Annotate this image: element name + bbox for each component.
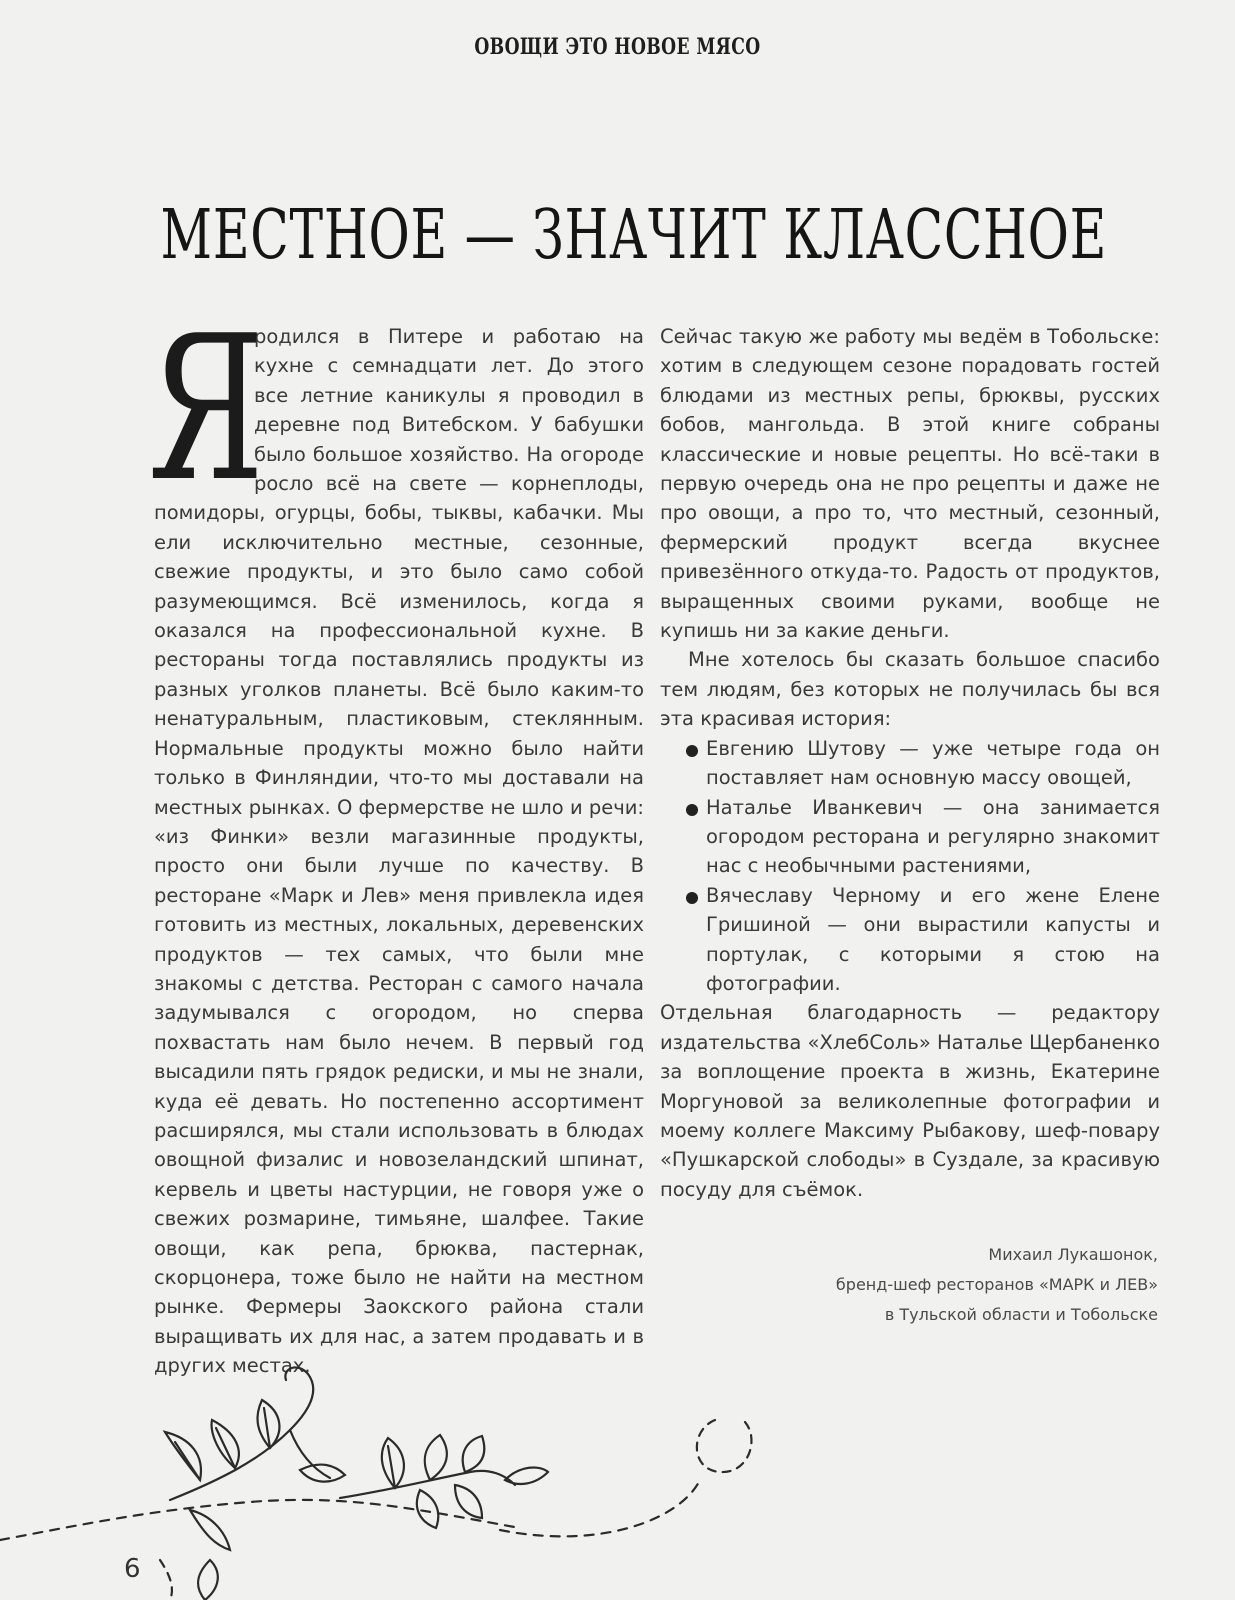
left-column bbox=[148, 293, 644, 1381]
author-place: в Тульской области и Тобольске bbox=[884, 1305, 1158, 1324]
page-title: МЕСТНОЕ — ЗНАЧИТ КЛАССНОЕ bbox=[160, 195, 1108, 275]
leaf-vine-ornament-icon bbox=[0, 1360, 1235, 1600]
right-column bbox=[660, 322, 1160, 1204]
thanks-list-item: Вячеславу Черному и его жене Елене Гришиной — они вырастили капусты и портулак, с которыми я стою на фотографии. bbox=[660, 881, 1160, 999]
intro-paragraph: родился в Питере и работаю на кухне с семнадцати лет. До этого все летние каникулы я проводил в деревне под Витебском. У бабушки было большое хозяйство. На огороде росло всё на свете — корнеплоды, помидоры, огурцы, бобы, тыквы, кабачки. Мы ели исключительно местные, сезонные, свежие продукты, и это было само собой разумеющимся. Всё изменилось, когда я оказался на профессиональной кухне. В рестораны тогда поставлялись продукты из разных уголков планеты. Всё было каким-то ненатуральным, пластиковым, стеклянным. Нормальные продукты можно было найти только в Финляндии, что-то мы доставали на местных рынках. О фермерстве не шло и речи: «из Финки» везли магазинные продукты, просто они были лучше по качеству. В ресторане «Марк и Лев» меня привлекла идея готовить из местных, локальных, деревенских продуктов — тех самых, что были мне знакомы с детства. Ресторан с самого начала задумывался с огородом, но сперва похвастать нам было нечем. В первый год высадили пять грядок редиски, и мы не знали, куда её девать. Но постепенно ассортимент расширялся, мы стали использовать в блюдах овощной физалис и новозеландский шпинат, кервель и цветы настурции, не говоря уже о свежих розмарине, тимьяне, шалфее. Такие овощи, как репа, брюква, пастернак, скорцонера, тоже было не найти на местном рынке. Фермеры Заокского района стали выращивать их для нас, а затем продавать и в других местах. bbox=[154, 325, 644, 1378]
author-role: бренд-шеф ресторанов «МАРК и ЛЕВ» bbox=[835, 1275, 1158, 1294]
special-thanks-paragraph: Отдельная благодарность — редактору издательства «ХлебСоль» Наталье Щербаненко за воплощение проекта в жизнь, Екатерине Моргуновой за великолепные фотографии и моему коллеге Максиму Рыбакову, шеф-повару «Пушкарской слободы» в Суздале, за красивую посуду для съёмок. bbox=[660, 1001, 1160, 1201]
thanks-list bbox=[660, 734, 1160, 999]
tobolsk-paragraph: Сейчас такую же работу мы ведём в Тобольске: хотим в следующем сезоне порадовать гостей блюдами из местных репы, брюквы, русских бобов, мангольда. В этой книге собраны классические и новые рецепты. Но всё-таки в первую очередь она не про рецепты и даже не про овощи, а про то, что местный, сезонный, фермерский продукт всегда вкуснее привезённого откуда-то. Радость от продуктов, выращенных своими руками, вообще не купишь ни за какие деньги. bbox=[660, 325, 1160, 643]
thanks-list-item: Наталье Иванкевич — она занимается огородом ресторана и регулярно знакомит нас с необычными растениями, bbox=[660, 793, 1160, 881]
thanks-list-item: Евгению Шутову — уже четыре года он поставляет нам основную массу овощей, bbox=[660, 734, 1160, 793]
drop-cap: Я bbox=[148, 293, 265, 526]
page-number: 6 bbox=[124, 1554, 141, 1584]
author-signature bbox=[700, 1240, 1158, 1330]
author-name: Михаил Лукашонок, bbox=[988, 1245, 1158, 1264]
running-head: ОВОЩИ ЭТО НОВОЕ МЯСО bbox=[474, 34, 761, 60]
thanks-intro-paragraph: Мне хотелось бы сказать большое спасибо тем людям, без которых не получилась бы вся эта красивая история: bbox=[660, 648, 1160, 731]
